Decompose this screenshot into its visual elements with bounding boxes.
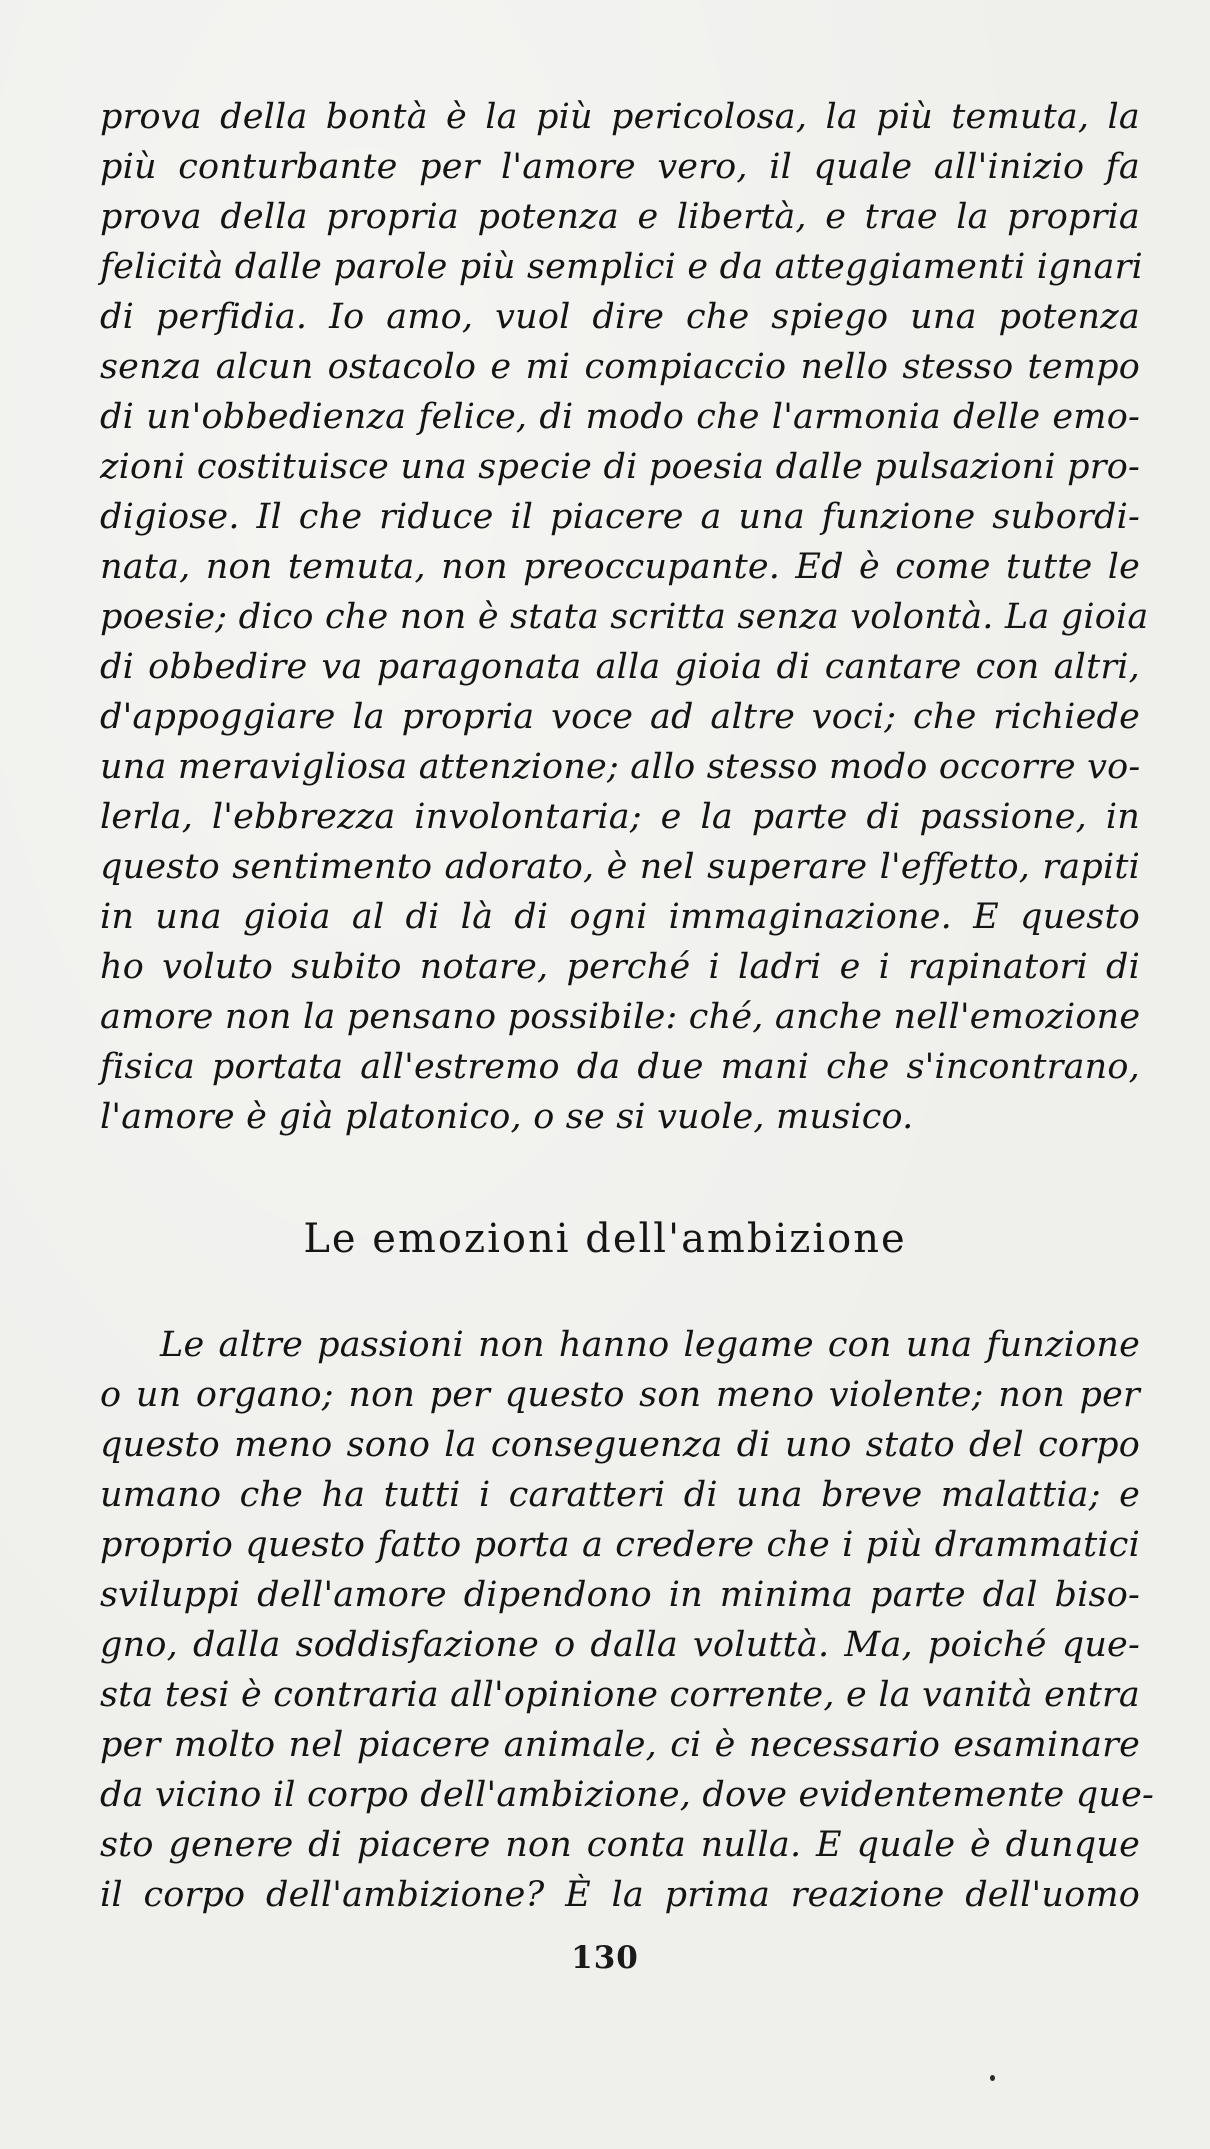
text-line: sviluppi dell'amore dipendono in minima parte dal biso- — [100, 1575, 1140, 1615]
text-line: sto genere di piacere non conta nulla. E quale è dunque — [100, 1825, 1140, 1865]
text-line: di un'obbedienza felice, di modo che l'armonia delle emo- — [100, 397, 1140, 437]
text-line: prova della propria potenza e libertà, e trae la propria — [100, 197, 1140, 237]
text-line: per molto nel piacere animale, ci è necessario esaminare — [100, 1725, 1140, 1765]
text-line: di perfidia. Io amo, vuol dire che spiego una potenza — [100, 297, 1140, 337]
text-line: lerla, l'ebbrezza involontaria; e la parte di passione, in — [100, 797, 1140, 837]
text-line: il corpo dell'ambizione? È la prima reazione dell'uomo — [100, 1875, 1140, 1915]
text-line: digiose. Il che riduce il piacere a una funzione subordi- — [100, 497, 1140, 537]
text-line: di obbedire va paragonata alla gioia di cantare con altri, — [100, 647, 1140, 687]
text-line: gno, dalla soddisfazione o dalla voluttà. Ma, poiché que- — [100, 1625, 1140, 1665]
text-line: Le altre passioni non hanno legame con una funzione — [160, 1325, 1140, 1365]
text-line: o un organo; non per questo son meno violente; non per — [100, 1375, 1140, 1415]
text-line: prova della bontà è la più pericolosa, la più temuta, la — [100, 97, 1140, 137]
text-line: da vicino il corpo dell'ambizione, dove evidentemente que- — [100, 1775, 1155, 1815]
text-line: una meravigliosa attenzione; allo stesso modo occorre vo- — [100, 747, 1141, 787]
text-line: l'amore è già platonico, o se si vuole, musico. — [100, 1097, 914, 1137]
text-line: d'appoggiare la propria voce ad altre voci; che richiede — [100, 697, 1140, 737]
text-line: amore non la pensano possibile: ché, anche nell'emozione — [100, 997, 1141, 1037]
text-line: proprio questo fatto porta a credere che i più drammatici — [100, 1525, 1140, 1565]
text-line: poesie; dico che non è stata scritta senza volontà. La gioia — [100, 597, 1149, 637]
text-line: fisica portata all'estremo da due mani che s'incontrano, — [100, 1047, 1140, 1087]
text-line: più conturbante per l'amore vero, il quale all'inizio fa — [100, 147, 1140, 187]
text-line: questo sentimento adorato, è nel superare l'effetto, rapiti — [100, 847, 1140, 887]
text-line: senza alcun ostacolo e mi compiaccio nello stesso tempo — [100, 347, 1140, 387]
text-line: sta tesi è contraria all'opinione corrente, e la vanità entra — [100, 1675, 1140, 1715]
text-line: umano che ha tutti i caratteri di una breve malattia; e — [100, 1475, 1140, 1515]
text-line: in una gioia al di là di ogni immaginazione. E questo — [100, 897, 1140, 937]
text-line: felicità dalle parole più semplici e da atteggiamenti ignari — [100, 247, 1143, 287]
page-number: 130 — [571, 1940, 639, 1976]
text-line: ho voluto subito notare, perché i ladri e i rapinatori di — [100, 947, 1140, 987]
section-heading: Le emozioni dell'ambizione — [303, 1216, 907, 1262]
paper-speck — [990, 2075, 995, 2081]
text-line: zioni costituisce una specie di poesia dalle pulsazioni pro- — [100, 447, 1140, 487]
text-line: nata, non temuta, non preoccupante. Ed è come tutte le — [100, 547, 1140, 587]
text-line: questo meno sono la conseguenza di uno stato del corpo — [100, 1425, 1140, 1465]
